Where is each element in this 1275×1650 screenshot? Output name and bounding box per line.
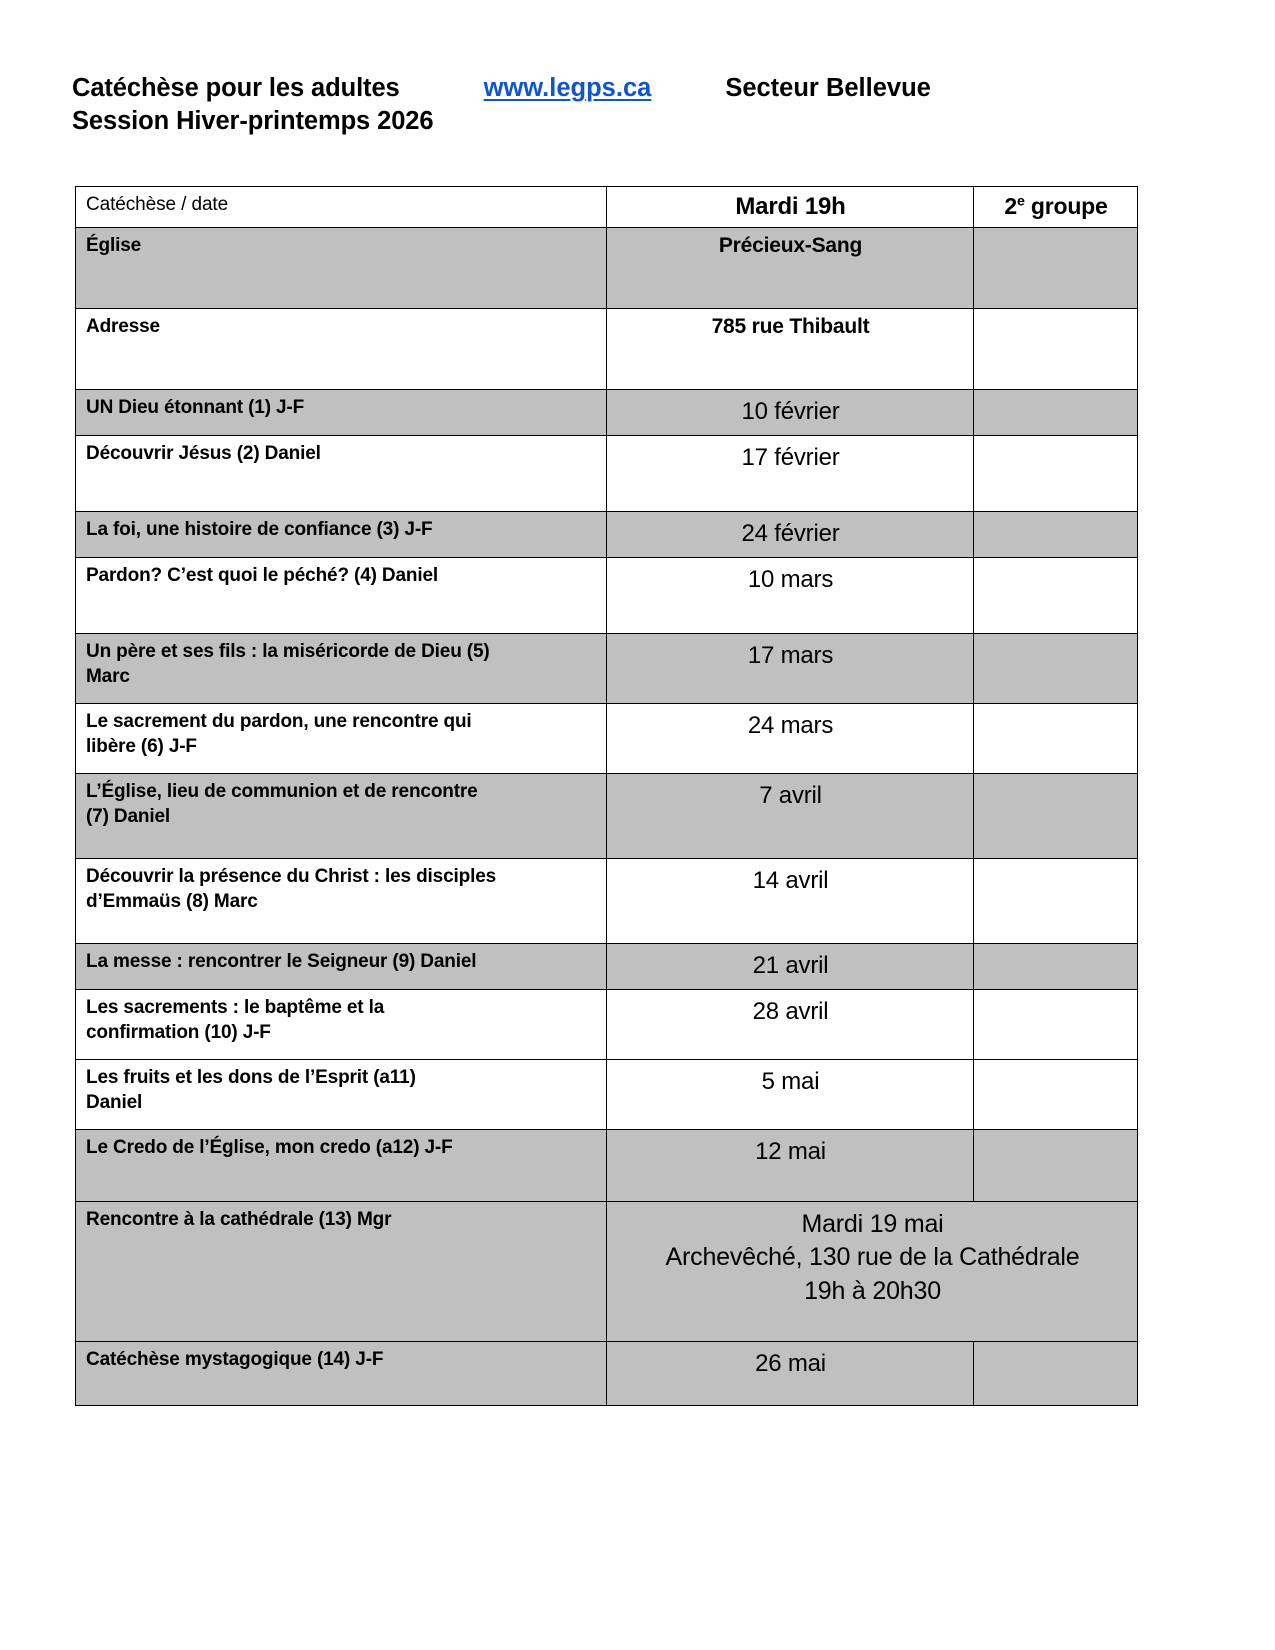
topic-line-1: Les fruits et les dons de l’Esprit (a11) xyxy=(86,1067,416,1088)
session-group2 xyxy=(974,558,1138,634)
session-group2 xyxy=(974,436,1138,512)
session-date: 21 avril xyxy=(607,944,974,990)
session-date: 28 avril xyxy=(607,990,974,1060)
session-group2 xyxy=(974,390,1138,436)
session-topic xyxy=(76,944,607,990)
group2-prefix: 2 xyxy=(1004,193,1017,219)
topic-line-2: Daniel xyxy=(86,1091,143,1113)
session-topic xyxy=(76,512,607,558)
session-date: 7 avril xyxy=(607,774,974,859)
session-group2 xyxy=(974,944,1138,990)
session-date: 10 mars xyxy=(607,558,974,634)
session-group2 xyxy=(974,859,1138,944)
topic-line-2: Marc xyxy=(86,665,130,687)
cathedrale-line-2: Archevêché, 130 rue de la Cathédrale xyxy=(665,1243,1080,1272)
cathedrale-details xyxy=(607,1202,1138,1342)
session-date: 17 mars xyxy=(607,634,974,704)
final-date: 26 mai xyxy=(607,1342,974,1406)
document-header xyxy=(72,72,1142,136)
topic-line-1: La messe : rencontrer le Seigneur (9) Daniel xyxy=(86,951,477,972)
session-date: 5 mai xyxy=(607,1060,974,1130)
table-row xyxy=(76,774,1138,859)
session-group2 xyxy=(974,704,1138,774)
column-header-date: Mardi 19h xyxy=(607,187,974,228)
page-subtitle: Session Hiver-printemps 2026 xyxy=(72,106,434,135)
cathedrale-line-3: 19h à 20h30 xyxy=(804,1276,941,1305)
table-row xyxy=(76,704,1138,774)
website-link[interactable]: www.legps.ca xyxy=(483,74,652,102)
table-row xyxy=(76,859,1138,944)
session-group2 xyxy=(974,990,1138,1060)
row-label-adresse: Adresse xyxy=(76,309,607,390)
table-row xyxy=(76,944,1138,990)
row-label-eglise: Église xyxy=(76,228,607,309)
topic-line-1: Le sacrement du pardon, une rencontre qui xyxy=(86,711,472,732)
topic-line-2: confirmation (10) J-F xyxy=(86,1021,271,1043)
session-date: 24 mars xyxy=(607,704,974,774)
topic-line-1: Les sacrements : le baptême et la xyxy=(86,997,385,1018)
group2-suffix: groupe xyxy=(1024,193,1108,219)
session-topic xyxy=(76,704,607,774)
table-row xyxy=(76,512,1138,558)
session-group2 xyxy=(974,1130,1138,1202)
session-group2 xyxy=(974,634,1138,704)
session-group2 xyxy=(974,774,1138,859)
session-date: 10 février xyxy=(607,390,974,436)
topic-line-1: Pardon? C’est quoi le péché? (4) Daniel xyxy=(86,565,439,586)
row-group2-adresse xyxy=(974,309,1138,390)
session-date: 14 avril xyxy=(607,859,974,944)
cathedrale-topic: Rencontre à la cathédrale (13) Mgr xyxy=(76,1202,607,1342)
table-row xyxy=(76,1130,1138,1202)
session-date: 24 février xyxy=(607,512,974,558)
sector-label: Secteur Bellevue xyxy=(725,74,931,102)
session-topic xyxy=(76,859,607,944)
topic-line-2: libère (6) J-F xyxy=(86,735,197,757)
session-group2 xyxy=(974,1060,1138,1130)
session-group2 xyxy=(974,512,1138,558)
session-date: 17 février xyxy=(607,436,974,512)
table-row xyxy=(76,436,1138,512)
table-row xyxy=(76,558,1138,634)
page-title: Catéchèse pour les adultes xyxy=(72,74,400,102)
table-row xyxy=(76,390,1138,436)
cathedrale-line-1: Mardi 19 mai xyxy=(801,1210,944,1238)
topic-line-1: Un père et ses fils : la miséricorde de Dieu (5) xyxy=(86,641,490,662)
table-row-cathedrale xyxy=(76,1202,1138,1342)
table-row-eglise xyxy=(76,228,1138,309)
topic-line-1: UN Dieu étonnant (1) J-F xyxy=(86,397,305,418)
header-line-1 xyxy=(72,72,1142,106)
final-topic: Catéchèse mystagogique (14) J-F xyxy=(76,1342,607,1406)
session-topic xyxy=(76,436,607,512)
table-row xyxy=(76,1060,1138,1130)
session-topic xyxy=(76,774,607,859)
column-header-topic: Catéchèse / date xyxy=(76,187,607,228)
topic-line-2: d’Emmaüs (8) Marc xyxy=(86,890,258,912)
session-topic xyxy=(76,634,607,704)
table-header-row xyxy=(76,187,1138,228)
row-value-adresse: 785 rue Thibault xyxy=(607,309,974,390)
table-row-adresse xyxy=(76,309,1138,390)
session-date: 12 mai xyxy=(607,1130,974,1202)
session-topic xyxy=(76,990,607,1060)
topic-line-1: La foi, une histoire de confiance (3) J-F xyxy=(86,519,433,540)
session-topic xyxy=(76,558,607,634)
session-topic xyxy=(76,1130,607,1202)
schedule-table-wrapper xyxy=(75,186,1137,1406)
topic-line-1: Découvrir Jésus (2) Daniel xyxy=(86,443,321,464)
topic-line-1: Découvrir la présence du Christ : les disciples xyxy=(86,866,497,887)
table-row xyxy=(76,634,1138,704)
topic-line-1: L’Église, lieu de communion et de rencontre xyxy=(86,781,478,802)
column-header-group2 xyxy=(974,187,1138,228)
table-row-final xyxy=(76,1342,1138,1406)
topic-line-2: (7) Daniel xyxy=(86,805,171,827)
session-topic xyxy=(76,1060,607,1130)
session-topic xyxy=(76,390,607,436)
row-value-eglise: Précieux-Sang xyxy=(607,228,974,309)
table-row xyxy=(76,990,1138,1060)
topic-line-1: Le Credo de l’Église, mon credo (a12) J-F xyxy=(86,1137,453,1158)
final-group2 xyxy=(974,1342,1138,1406)
schedule-table xyxy=(75,186,1138,1406)
group2-superscript: e xyxy=(1016,193,1025,210)
row-group2-eglise xyxy=(974,228,1138,309)
